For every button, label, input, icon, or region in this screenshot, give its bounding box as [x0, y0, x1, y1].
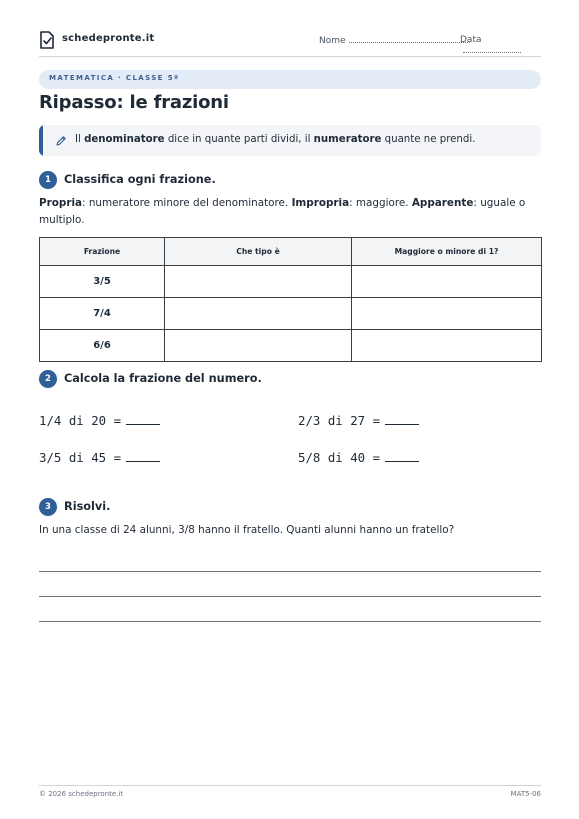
type-answer-cell[interactable]: [165, 266, 352, 298]
name-label: Nome: [319, 36, 346, 46]
column-header: Che tipo è: [165, 238, 352, 266]
date-line: [463, 45, 521, 53]
exercise-text: 5/8 di 40 =: [298, 450, 381, 465]
type-answer-cell[interactable]: [165, 330, 352, 362]
brand-name: schedepronte.it: [62, 33, 155, 44]
table-row: [40, 266, 542, 298]
footer-code: MAT5-06: [510, 790, 541, 798]
date-field[interactable]: [460, 35, 541, 56]
section-title: Risolvi.: [64, 500, 111, 513]
table-row: [40, 330, 542, 362]
worksheet-page: [39, 0, 541, 819]
section-1-instructions: Propria: numeratore minore del denominatore. Impropria: maggiore. Apparente: uguale o multiplo.: [39, 197, 526, 226]
answer-line[interactable]: [39, 571, 541, 572]
answer-blank[interactable]: [126, 451, 160, 462]
term-denominatore: denominatore: [84, 134, 165, 145]
compare-answer-cell[interactable]: [352, 298, 542, 330]
exercise-text: 3/5 di 45 =: [39, 450, 122, 465]
subject-label: MATEMATICA · CLASSE 5ª: [49, 74, 180, 82]
page-header: [39, 30, 541, 52]
fraction-cell: 6/6: [40, 330, 165, 362]
column-header: Maggiore o minore di 1?: [352, 238, 542, 266]
footer-copyright: © 2026 schedepronte.it: [39, 790, 124, 798]
term-numeratore: numeratore: [313, 134, 382, 145]
section-number-badge: 3: [39, 498, 57, 516]
footer-divider: [39, 785, 541, 786]
exercise-item: [298, 413, 419, 428]
fractions-table: [39, 237, 542, 362]
exercise-item: [39, 450, 160, 465]
answer-blank[interactable]: [126, 414, 160, 425]
tip-accent-bar: [39, 125, 43, 156]
document-check-icon: [39, 31, 55, 49]
compare-answer-cell[interactable]: [352, 266, 542, 298]
column-header: Frazione: [40, 238, 165, 266]
exercise-text: 2/3 di 27 =: [298, 413, 381, 428]
word-problem: In una classe di 24 alunni, 3/8 hanno il fratello. Quanti alunni hanno un fratello?: [39, 524, 455, 536]
section-number-badge: 2: [39, 370, 57, 388]
answer-line[interactable]: [39, 596, 541, 597]
exercise-item: [39, 413, 160, 428]
answer-blank[interactable]: [385, 451, 419, 462]
section-title: Classifica ogni frazione.: [64, 173, 216, 186]
pencil-icon: [55, 135, 67, 147]
compare-answer-cell[interactable]: [352, 330, 542, 362]
name-field[interactable]: [319, 35, 470, 46]
header-divider: [39, 56, 541, 57]
exercise-item: [298, 450, 419, 465]
section-title: Calcola la frazione del numero.: [64, 372, 262, 385]
table-header-row: [40, 238, 542, 266]
page-title: Ripasso: le frazioni: [39, 92, 229, 113]
tip-text: Il denominatore dice in quante parti dividi, il numeratore quante ne prendi.: [75, 134, 476, 145]
fraction-cell: 7/4: [40, 298, 165, 330]
type-answer-cell[interactable]: [165, 298, 352, 330]
fraction-cell: 3/5: [40, 266, 165, 298]
answer-blank[interactable]: [385, 414, 419, 425]
subject-banner: [39, 70, 541, 89]
table-row: [40, 298, 542, 330]
answer-line[interactable]: [39, 621, 541, 622]
date-label: Data: [460, 35, 482, 45]
section-number-badge: 1: [39, 171, 57, 189]
exercise-text: 1/4 di 20 =: [39, 413, 122, 428]
tip-box: [39, 125, 541, 156]
name-line: [349, 35, 470, 43]
